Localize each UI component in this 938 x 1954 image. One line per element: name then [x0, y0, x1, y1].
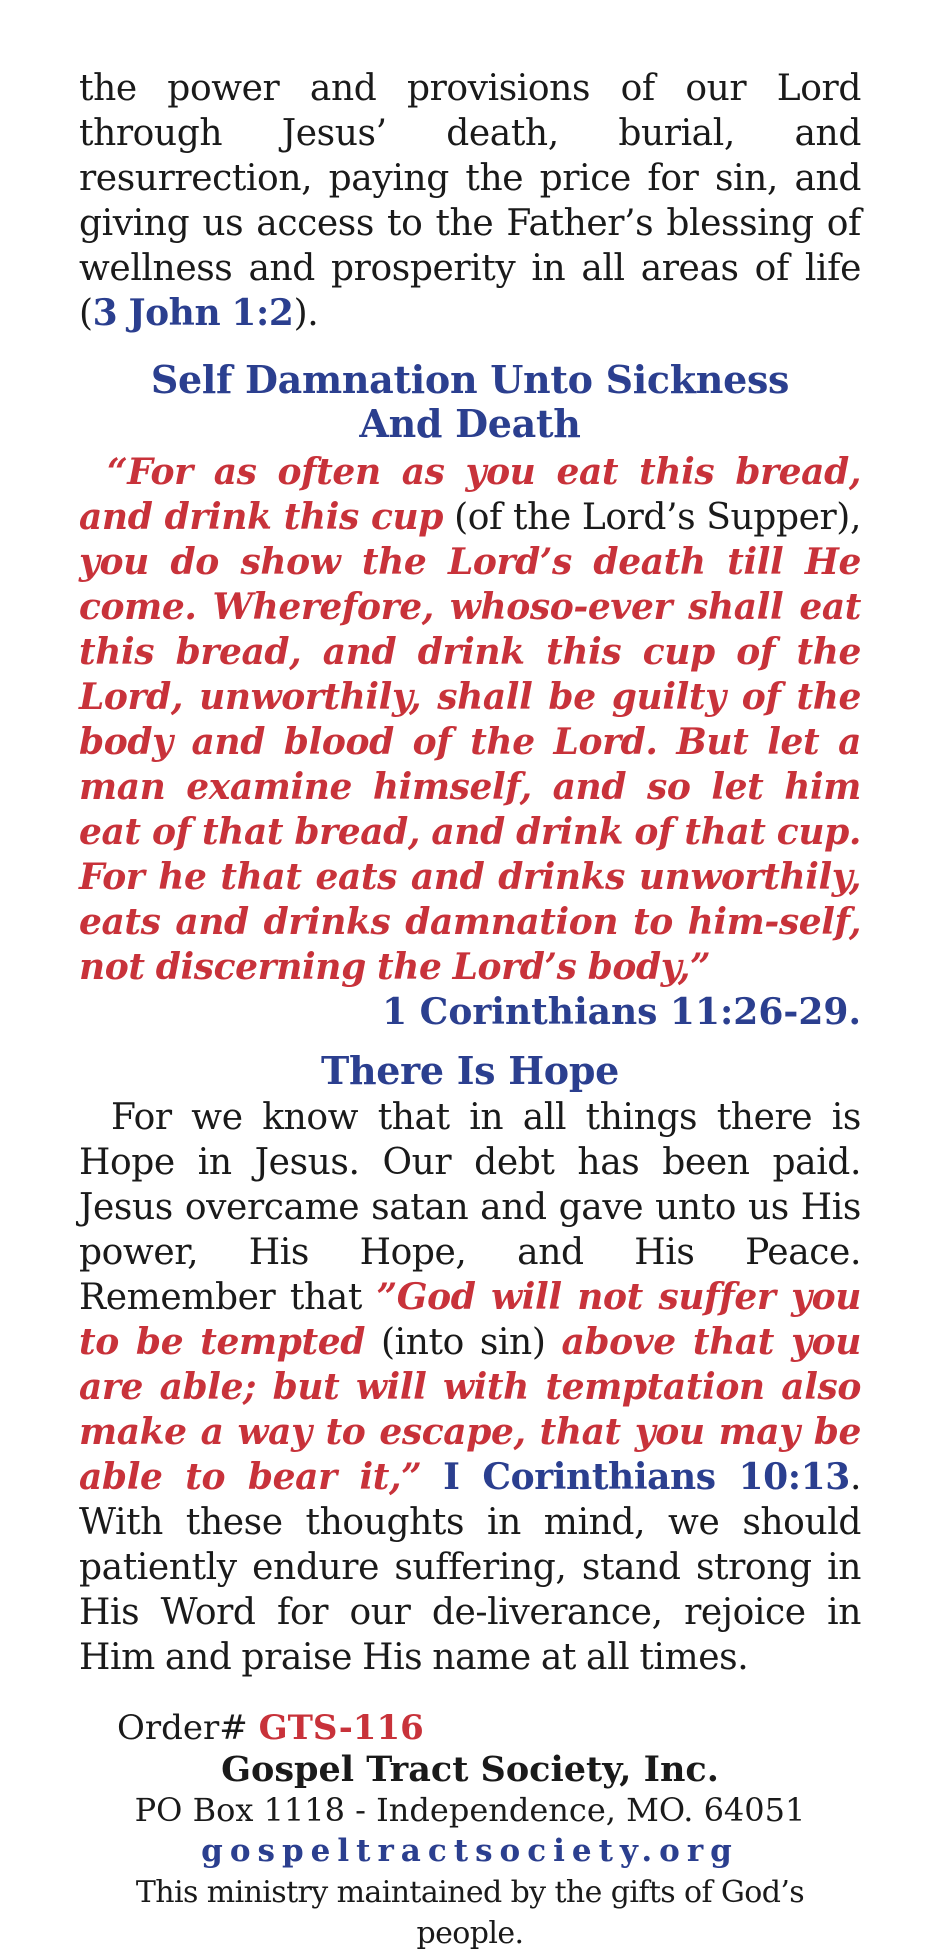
citation-text: 1 Corinthians 11:26-29: [382, 991, 849, 1033]
section-heading-hope: There Is Hope: [320, 1048, 619, 1093]
mailing-address: PO Box 1118 - Independence, MO. 64051: [134, 1791, 806, 1829]
ministry-note: This ministry maintained by the gifts of God’s people.: [135, 1875, 805, 1951]
order-label: Order#: [117, 1708, 259, 1748]
scripture-reference: 3 John 1:2: [92, 292, 294, 334]
tract-footer: [79, 1708, 861, 1954]
order-number: [79, 1708, 861, 1749]
website-link[interactable]: gospeltractsociety.org: [201, 1833, 739, 1869]
hope-reference: I Corinthians 10:13: [443, 1456, 850, 1498]
scripture-citation: [79, 990, 861, 1035]
hope-text-a: For we know that in all things there is Hope in Jesus. Our debt has been paid. Jesus overcame satan and gave unto us His power, His Hope, and His Peace. Remember that: [79, 1097, 861, 1318]
hope-text-b: . With these thoughts in mind, we should patiently endure suffering, stand strong in His Word for our de-liverance, rejoice in Him and praise His name at all times.: [79, 1457, 861, 1678]
hope-paragraph: [79, 1095, 861, 1680]
tract-page: [79, 66, 861, 1954]
quote-part-b: you do show the Lord’s death till He come. Wherefore, whoso-ever shall eat this bread, and drink this cup of the Lord, unworthily, shall be guilty of the body and blood of the Lord. But let a man examine himself, and so let him eat of that bread, and drink of that cup. For he that eats and drinks unworthily, eats and drinks damnation to him-self, not discerning the Lord’s body,”: [79, 541, 861, 988]
order-code: GTS-116: [258, 1708, 424, 1748]
quote-aside: (of the Lord’s Supper),: [443, 497, 861, 538]
scripture-quote: [79, 450, 861, 990]
section-heading-damnation: Self Damnation Unto Sickness And Death: [150, 357, 790, 446]
hope-aside: (into sin): [364, 1322, 562, 1363]
organization-name: Gospel Tract Society, Inc.: [221, 1749, 719, 1790]
citation-end: .: [848, 991, 861, 1033]
intro-paragraph: [79, 66, 861, 336]
hope-quote-a: ”God will not suffer you to be tempted: [79, 1276, 861, 1363]
intro-end: ).: [293, 293, 319, 334]
intro-text: the power and provisions of our Lord through Jesus’ death, burial, and resurrection, paying the price for sin, and giving us access to the Father’s blessing of wellness and prosperity in all areas of life (: [79, 68, 861, 334]
quote-part-a: “For as often as you eat this bread, and drink this cup: [79, 451, 861, 538]
hope-quote-b: above that you are able; but will with temptation also make a way to escape, that you may be able to bear it,”: [79, 1321, 861, 1498]
